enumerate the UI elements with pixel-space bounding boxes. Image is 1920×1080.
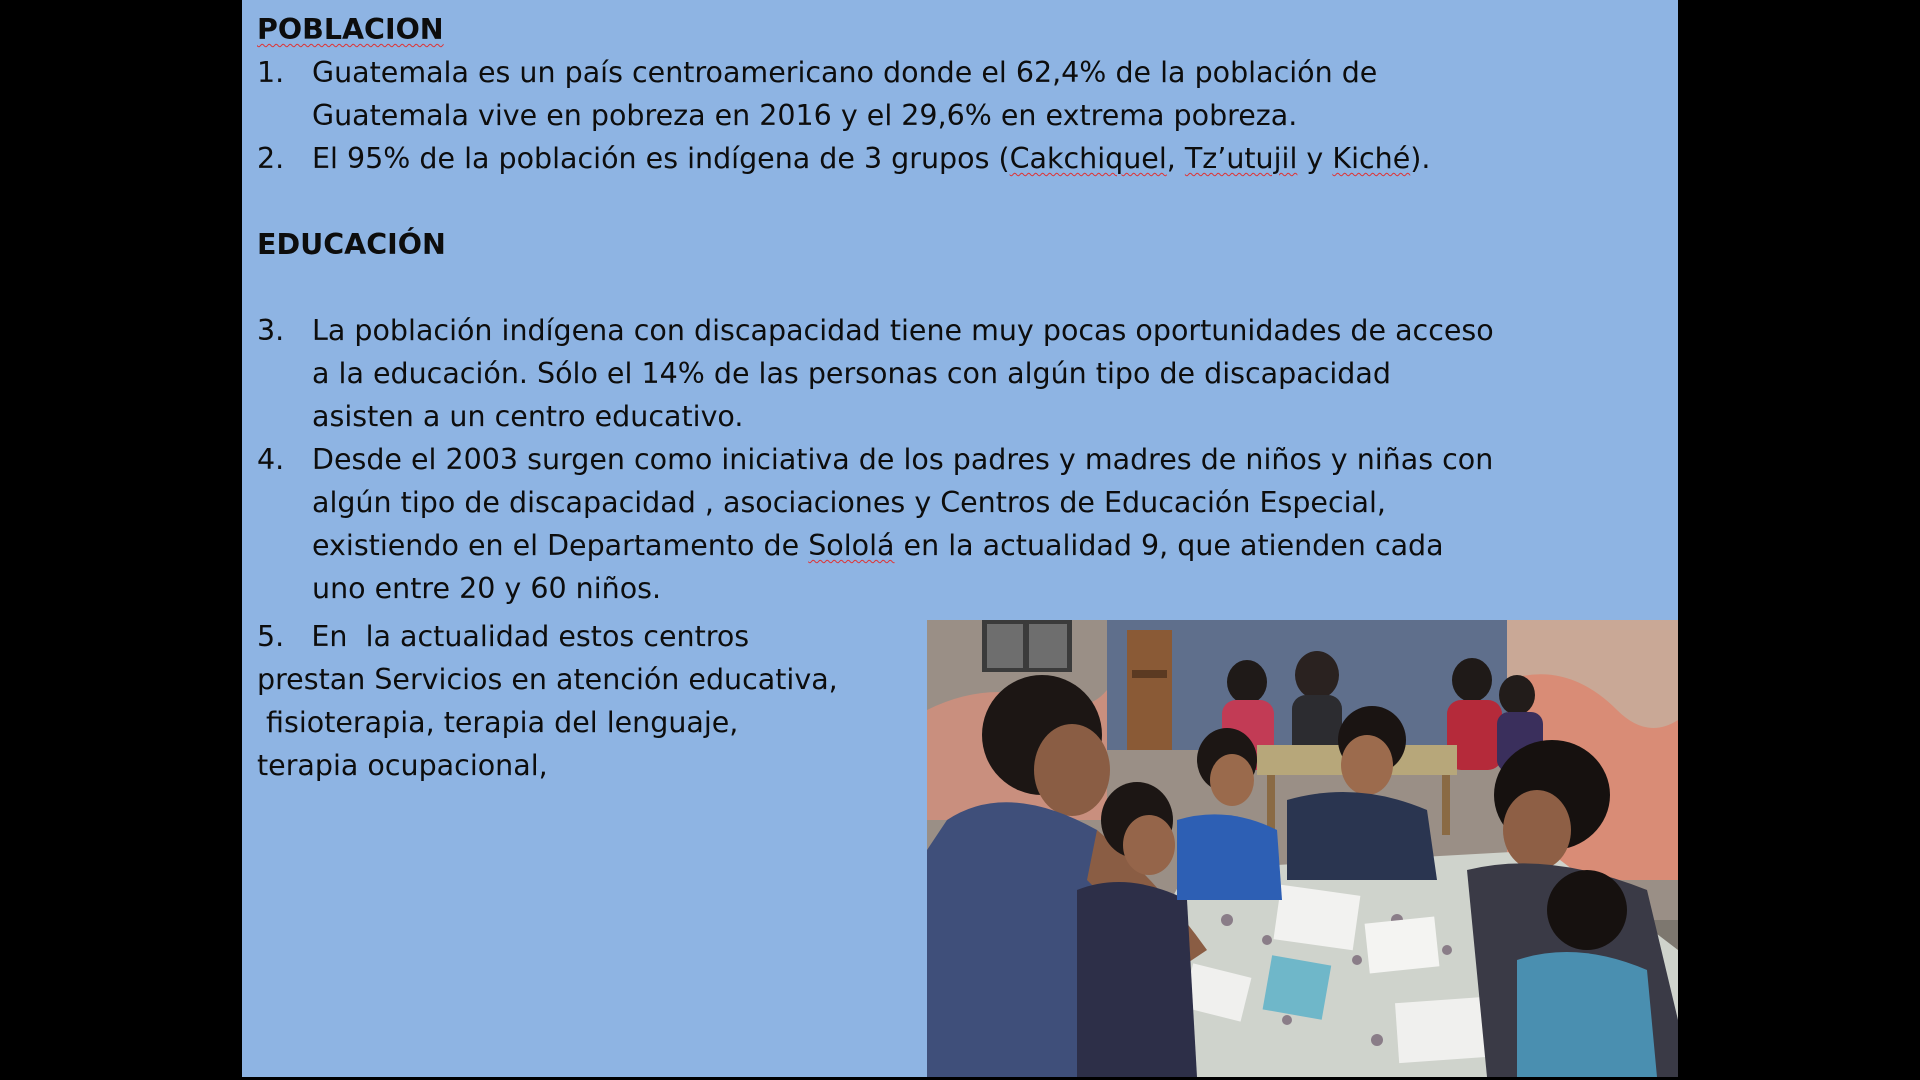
item-line: a la educación. Sólo el 14% de las personas con algún tipo de discapacidad (312, 357, 1391, 390)
item-line: Guatemala es un país centroamericano donde el 62,4% de la población de (312, 56, 1378, 89)
group-name: Kiché (1332, 142, 1411, 175)
photo-classroom-children-drawing-icon (927, 620, 1678, 1077)
item-line: terapia ocupacional, (257, 749, 548, 782)
item-line: algún tipo de discapacidad , asociaciones y Centros de Educación Especial, (312, 486, 1386, 519)
list-item-1 (257, 51, 1657, 137)
item-line: El 95% de la población es indígena de 3 grupos (Cakchiquel, Tz’utujil y Kiché). (312, 142, 1431, 175)
place-name: Sololá (808, 529, 895, 562)
heading-educacion: EDUCACIÓN (257, 228, 446, 261)
list-item-5 (257, 615, 897, 787)
item-number: 1. (257, 56, 285, 89)
item-line: fisioterapia, terapia del lenguaje, (257, 706, 739, 739)
item-number: 4. (257, 443, 285, 476)
item-number: 3. (257, 314, 285, 347)
item-line: La población indígena con discapacidad tiene muy pocas oportunidades de acceso (312, 314, 1494, 347)
classroom-photo (927, 620, 1678, 1077)
list-item-2 (257, 137, 1657, 180)
item-line: asisten a un centro educativo. (312, 400, 744, 433)
item-line: Desde el 2003 surgen como iniciativa de los padres y madres de niños y niñas con (312, 443, 1494, 476)
item-line: existiendo en el Departamento de Sololá en la actualidad 9, que atienden cada (312, 529, 1444, 562)
heading-poblacion: POBLACION (257, 13, 444, 46)
group-name: Tz’utujil (1184, 142, 1298, 175)
item-number: 2. (257, 142, 285, 175)
slide (242, 0, 1678, 1077)
slide-text (257, 8, 1657, 610)
item-line: Guatemala vive en pobreza en 2016 y el 29,6% en extrema pobreza. (312, 99, 1298, 132)
group-name: Cakchiquel (1009, 142, 1167, 175)
item-line: 5. En la actualidad estos centros (257, 620, 750, 653)
list-item-3 (257, 309, 1657, 438)
item-line: uno entre 20 y 60 niños. (312, 572, 662, 605)
item-line: prestan Servicios en atención educativa, (257, 663, 838, 696)
list-item-4 (257, 438, 1657, 610)
